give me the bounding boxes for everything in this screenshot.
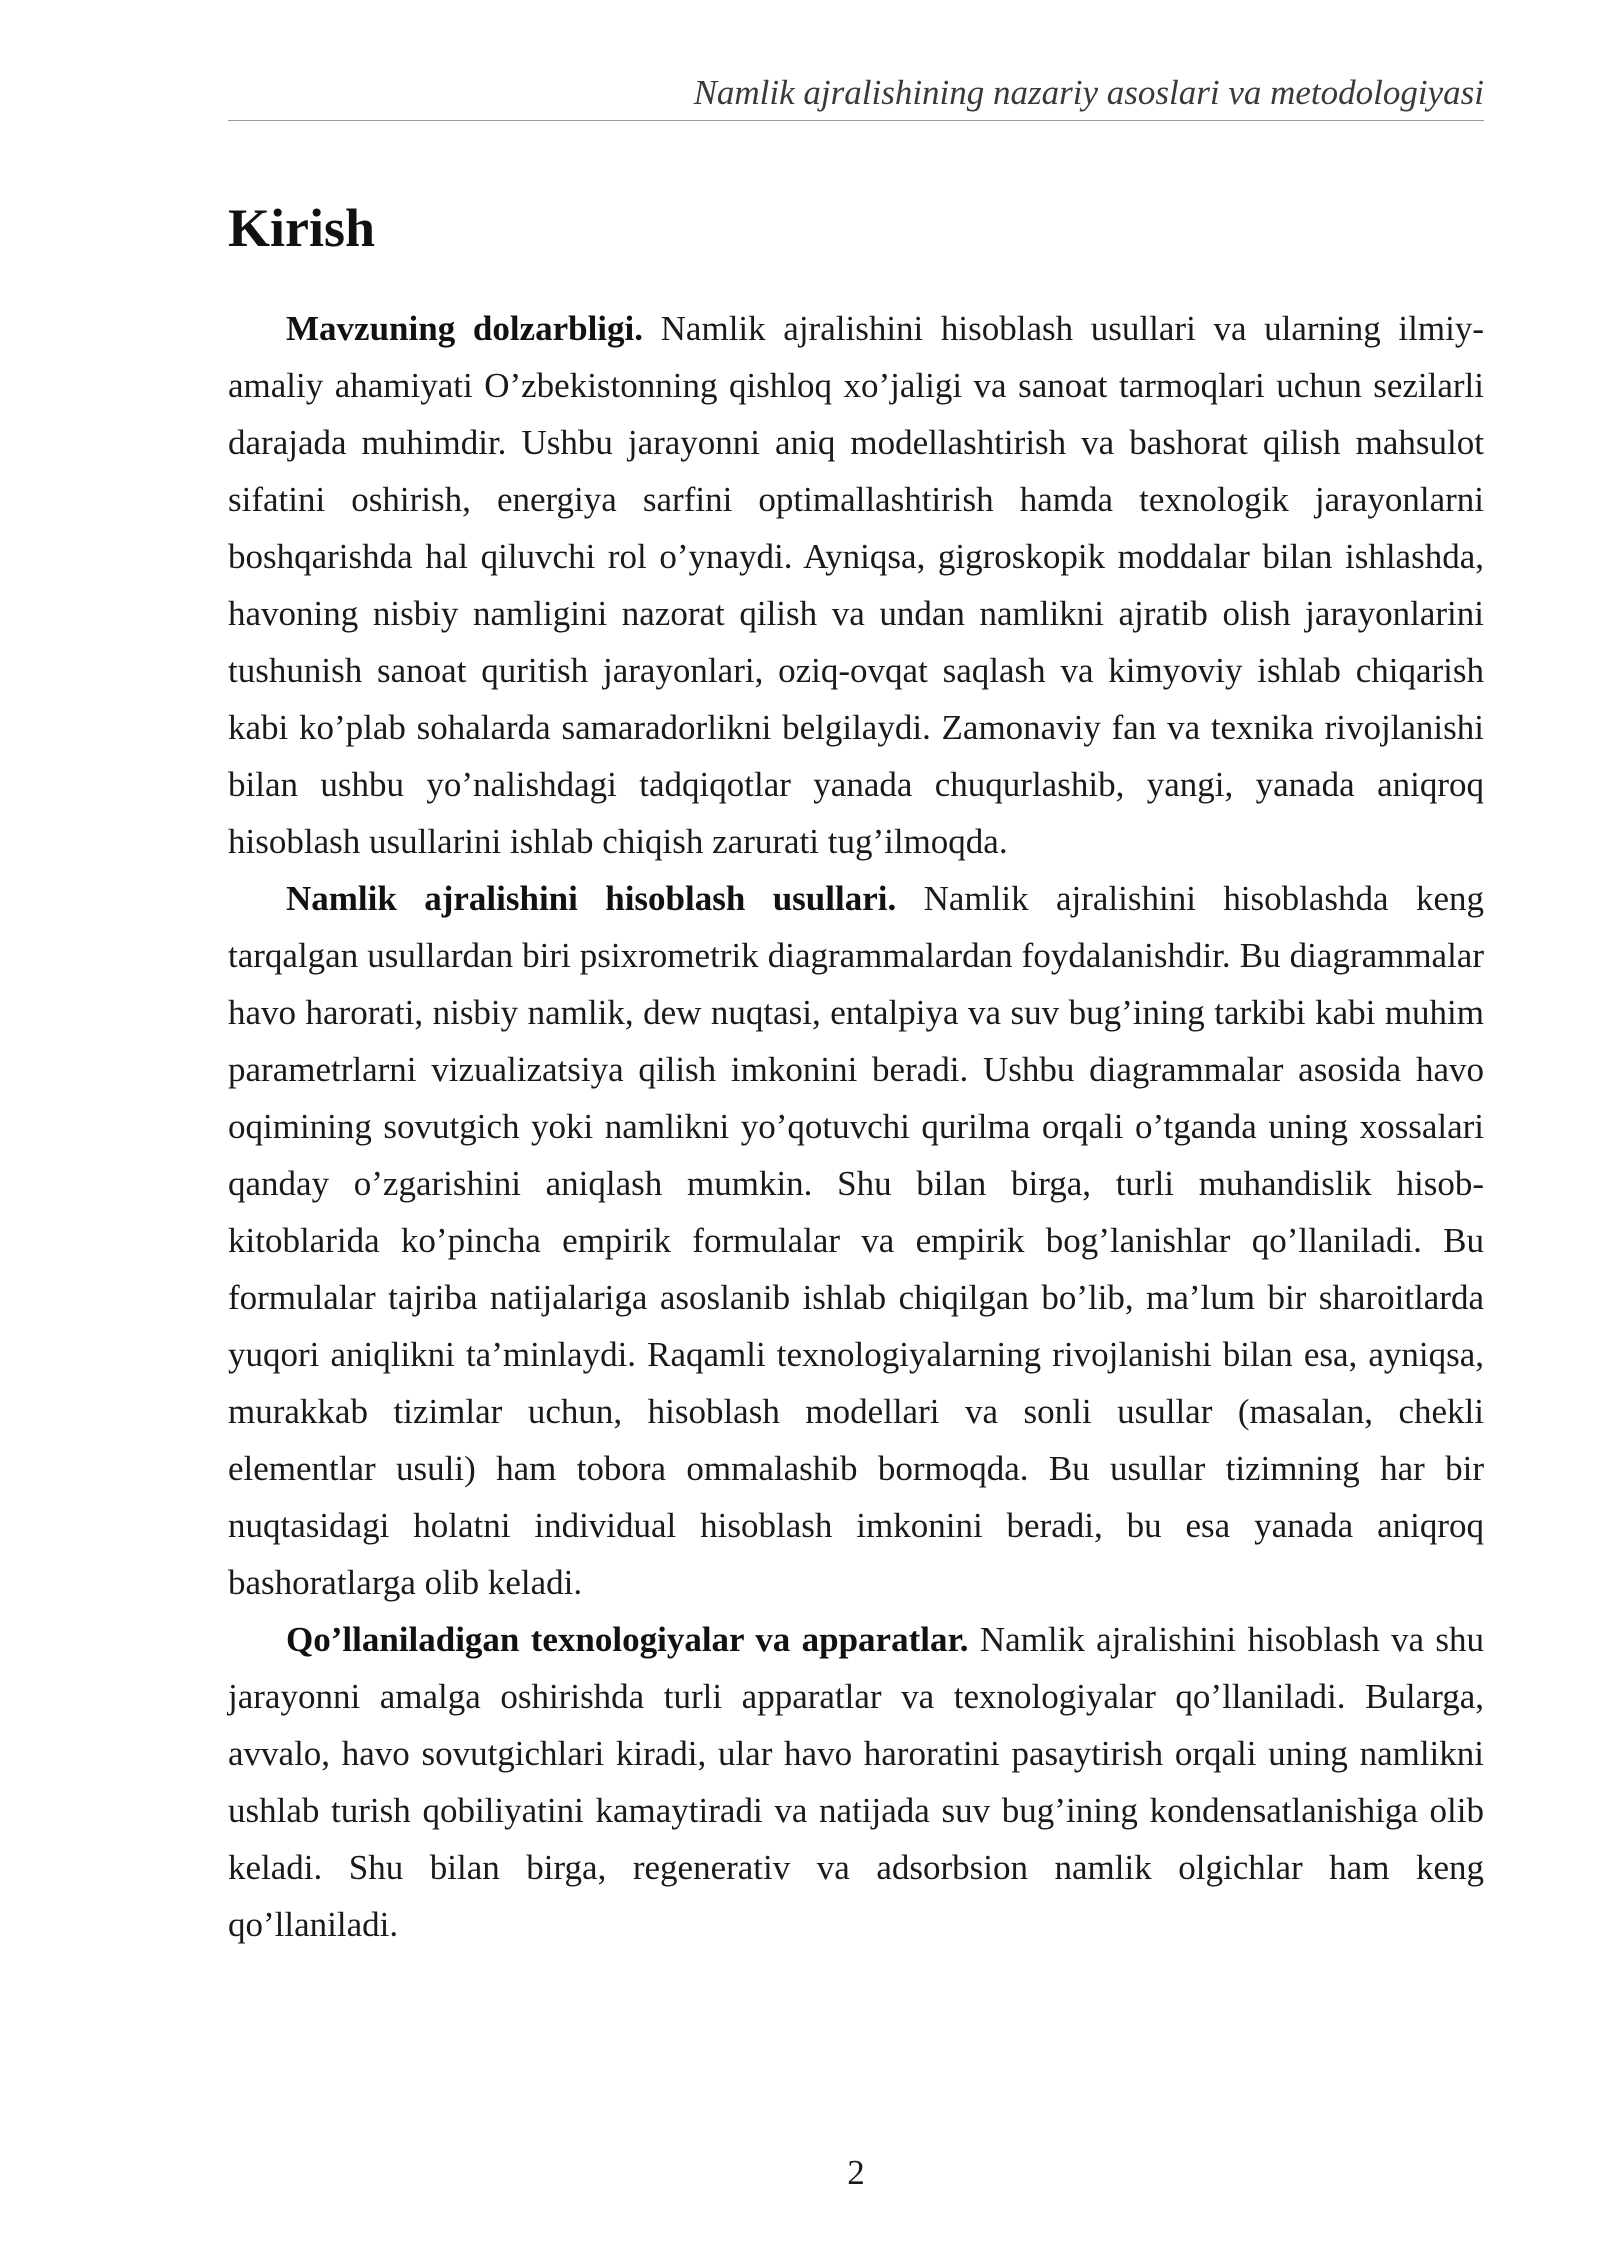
paragraph-lead: Qo’llaniladigan texnologiyalar va apparatlar. [286,1620,969,1659]
page-number: 2 [847,2153,865,2192]
body-text [228,300,1484,1953]
paragraph-relevance [228,300,1484,870]
paragraph-calculation-methods [228,870,1484,1611]
document-page [228,0,1484,2262]
paragraph-technologies [228,1611,1484,1953]
paragraph-body: Namlik ajralishini hisoblashda keng tarqalgan usullardan biri psixrometrik diagrammalardan foydalanishdir. Bu diagrammalar havo harorati, nisbiy namlik, dew nuqtasi, entalpiya va suv bug’ining tarkibi kabi muhim parametrlarni vizualizatsiya qilish imkonini beradi. Ushbu diagrammalar asosida havo oqimining sovutgich yoki namlikni yo’qotuvchi qurilma orqali o’tganda uning xossalari qanday o’zgarishini aniqlash mumkin. Shu bilan birga, turli muhandislik hisob-kitoblarida ko’pincha empirik formulalar va empirik bog’lanishlar qo’llaniladi. Bu formulalar tajriba natijalariga asoslanib ishlab chiqilgan bo’lib, ma’lum bir sharoitlarda yuqori aniqlikni ta’minlaydi. Raqamli texnologiyalarning rivojlanishi bilan esa, ayniqsa, murakkab tizimlar uchun, hisoblash modellari va sonli usullar (masalan, chekli elementlar usuli) ham tobora ommalashib bormoqda. Bu usullar tizimning har bir nuqtasidagi holatni individual hisoblash imkonini beradi, bu esa yanada aniqroq bashoratlarga olib keladi. [228,879,1485,1602]
paragraph-body: Namlik ajralishini hisoblash usullari va ularning ilmiy-amaliy ahamiyati O’zbekistonning qishloq xo’jaligi va sanoat tarmoqlari uchun sezilarli darajada muhimdir. Ushbu jarayonni aniq modellashtirish va bashorat qilish mahsulot sifatini oshirish, energiya sarfini optimallashtirish hamda texnologik jarayonlarni boshqarishda hal qiluvchi rol o’ynaydi. Ayniqsa, gigroskopik moddalar bilan ishlashda, havoning nisbiy namligini nazorat qilish va undan namlikni ajratib olish jarayonlarini tushunish sanoat quritish jarayonlari, oziq-ovqat saqlash va kimyoviy ishlab chiqarish kabi ko’plab sohalarda samaradorlikni belgilaydi. Zamonaviy fan va texnika rivojlanishi bilan ushbu yo’nalishdagi tadqiqotlar yanada chuqurlashib, yangi, yanada aniqroq hisoblash usullarini ishlab chiqish zarurati tug’ilmoqda. [228,309,1484,861]
chapter-title: Kirish [228,198,376,258]
paragraph-lead: Namlik ajralishini hisoblash usullari. [286,879,897,918]
paragraph-lead: Mavzuning dolzarbligi. [286,309,643,348]
running-header: Namlik ajralishining nazariy asoslari va metodologiyasi [228,70,1484,121]
paragraph-body: Namlik ajralishini hisoblash va shu jarayonni amalga oshirishda turli apparatlar va texnologiyalar qo’llaniladi. Bularga, avvalo, havo sovutgichlari kiradi, ular havo haroratini pasaytirish orqali uning namlikni ushlab turish qobiliyatini kamaytiradi va natijada suv bug’ining kondensatlanishiga olib keladi. Shu bilan birga, regenerativ va adsorbsion namlik olgichlar ham keng qo’llaniladi. [228,1620,1484,1944]
